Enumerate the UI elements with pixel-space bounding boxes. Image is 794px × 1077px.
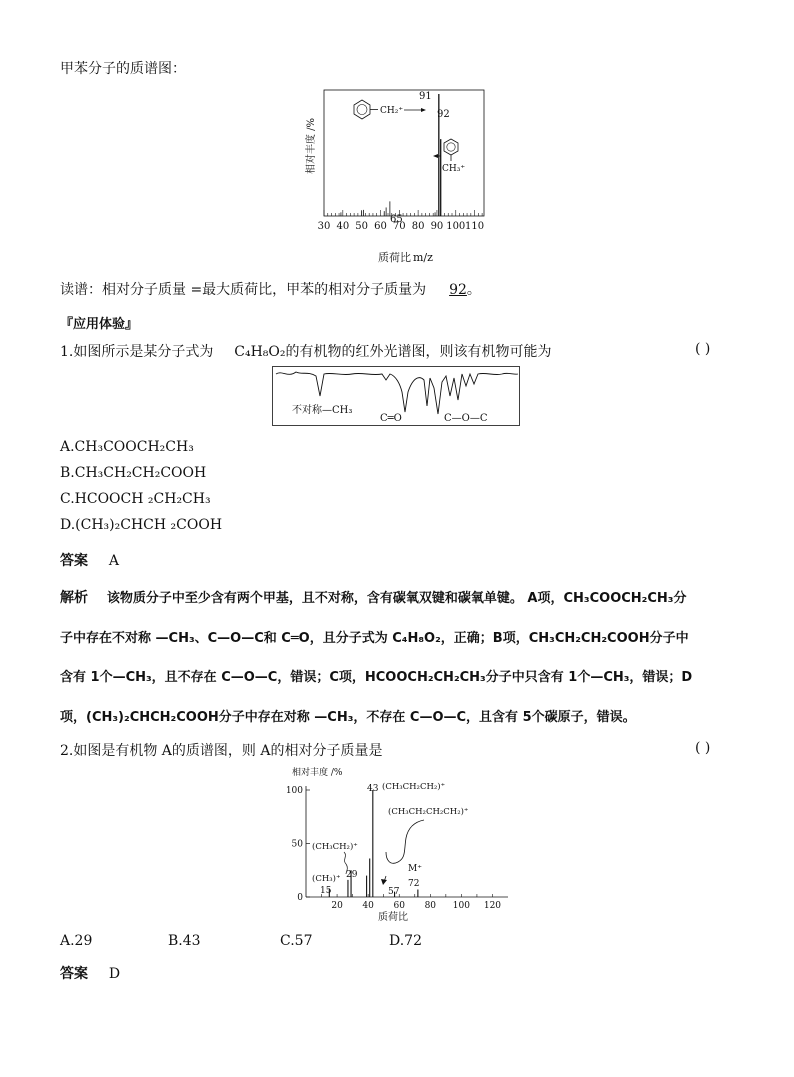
ir-label-coc: C—O—C <box>444 413 488 424</box>
chart2-x-tick-label: 20 <box>331 901 343 911</box>
chart1-tick-label: 110 <box>465 221 485 232</box>
q1-analysis-line-2: 子中存在不对称 —CH₃、C—O—C和 C═O，且分子式为 C₄H₈O₂，正确；B项，CH₃CH₂CH₂COOH分子中 <box>60 631 689 646</box>
chart1-xlabel: 质荷比 <box>378 251 411 264</box>
chart2-x-ticks <box>322 894 502 911</box>
peak-29-label: 29 <box>346 870 358 880</box>
frag-c2h5-label: (CH₃CH₂)⁺ <box>312 842 358 852</box>
chart2-x-tick-label: 120 <box>483 901 502 911</box>
peak-91-label: 91 <box>419 91 432 102</box>
toluene-label: CH₃⁺ <box>442 164 466 174</box>
frag-c4h9-arrow <box>386 820 424 863</box>
q1-option-b: B.CH₃CH₂CH₂COOH <box>60 465 207 481</box>
chart2-y-tick-label: 0 <box>297 893 303 903</box>
compound-a-mass-spectrum <box>282 764 512 924</box>
q1-stem-pre: 1.如图所示是某分子式为 <box>60 344 214 360</box>
chart1-tick-label: 100 <box>446 221 466 232</box>
q2-option-a: A.29 <box>60 933 93 949</box>
q2-answer <box>60 963 120 983</box>
chart1-tick-label: 80 <box>411 221 425 232</box>
chart1-tick-label: 90 <box>430 221 444 232</box>
peak-65-label: 65 <box>390 214 403 225</box>
q1-option-c: C.HCOOCH ₂CH₂CH₃ <box>60 491 211 507</box>
chart1-frame <box>324 90 484 216</box>
q1-answer-value: A <box>108 553 120 569</box>
frag-ch3-label: (CH₃)⁺ <box>312 874 341 884</box>
chart1-xlabel-frac: m/z <box>413 251 433 264</box>
q1-option-a: A.CH₃COOCH₂CH₃ <box>60 439 194 455</box>
q2-stem: 2.如图是有机物 A的质谱图，则 A的相对分子质量是 <box>60 743 383 759</box>
reading-prefix: 读谱：相对分子质量 =最大质荷比，甲苯的相对分子质量为 <box>60 282 427 298</box>
q2-option-b: B.43 <box>168 933 201 949</box>
chart1-x-ticks <box>324 210 482 216</box>
benzyl-label: CH₂⁺ <box>380 106 404 116</box>
peak-92-label: 92 <box>437 109 450 120</box>
chart2-ylabel: 相对丰度 /% <box>292 768 343 778</box>
chart1-tick-label: 70 <box>392 221 406 232</box>
q1-analysis-text-1: 该物质分子中至少含有两个甲基，且不对称，含有碳氧双键和碳氧单键。 A项，CH₃COOCH₂CH₃分 <box>106 591 687 606</box>
peak-72-label: 72 <box>408 879 420 889</box>
q1-formula: C₄H₈O₂ <box>234 344 286 360</box>
q2-option-d: D.72 <box>389 933 422 949</box>
q1-stem <box>60 341 552 361</box>
chart2-y-tick-label: 100 <box>285 786 303 796</box>
chart2-x-tick-label: 100 <box>452 901 470 911</box>
reading-suffix: 。 <box>466 282 481 298</box>
peak-43-label: 43 <box>367 784 379 794</box>
chart1-ylabel: 相对丰度 /% <box>306 117 317 175</box>
reading-value: 92 <box>449 282 467 298</box>
chart1-tick-label: 40 <box>336 221 350 232</box>
chart1-tick-label: 30 <box>317 221 331 232</box>
peak-57-label: 57 <box>388 887 400 897</box>
q1-analysis-line-1 <box>60 587 686 607</box>
q1-option-d: D.(CH₃)₂CHCH ₂COOH <box>60 517 223 533</box>
chart2-xlabel: 质荷比 <box>378 912 408 923</box>
q1-paren: ( ) <box>695 341 711 357</box>
chart2-x-tick-label: 80 <box>424 901 437 911</box>
intro-title: 甲苯分子的质谱图： <box>60 61 186 77</box>
chart2-x-tick-label: 40 <box>362 901 374 911</box>
ir-spectrum <box>272 366 520 426</box>
q1-answer <box>60 550 119 570</box>
q1-analysis-line-3: 含有 1个—CH₃，且不存在 C—O—C，错误；C项，HCOOCH₂CH₂CH₃分子中只含有 1个—CH₃，错误；D <box>60 670 693 685</box>
q2-answer-value: D <box>108 966 121 982</box>
reading-line <box>60 279 481 299</box>
toluene-mass-spectrum <box>300 86 500 270</box>
chart1-tick-label: 50 <box>355 221 369 232</box>
q2-option-c: C.57 <box>280 933 313 949</box>
q2-answer-label: 答案 <box>60 966 88 982</box>
frag-c4h9-label: (CH₃CH₂CH₂CH₂)⁺ <box>388 807 469 817</box>
q1-analysis-line-4: 项，(CH₃)₂CHCH₂COOH分子中存在对称 —CH₃，不存在 C—O—C，且含有 5个碳原子，错误。 <box>60 710 636 725</box>
frag-c3h7-label: (CH₃CH₂CH₂)⁺ <box>382 782 446 792</box>
q1-answer-label: 答案 <box>60 553 88 569</box>
ir-label-ch3: 不对称—CH₃ <box>292 405 353 416</box>
molecular-ion-label: M⁺ <box>408 864 422 874</box>
q1-analysis-label: 解析 <box>60 590 88 606</box>
toluene-structure <box>433 139 465 174</box>
benzyl-structure <box>354 100 426 119</box>
q2-paren: ( ) <box>695 740 711 756</box>
peak-15-label: 15 <box>320 886 332 896</box>
q1-stem-post: 的有机物的红外光谱图，则该有机物可能为 <box>285 344 552 360</box>
chart2-y-tick-label: 50 <box>291 839 303 850</box>
chart1-tick-label: 60 <box>374 221 387 232</box>
section-label: 『应用体验』 <box>60 317 139 332</box>
chart2-x-tick-label: 60 <box>393 901 405 911</box>
ir-label-co: C═O <box>380 413 402 424</box>
